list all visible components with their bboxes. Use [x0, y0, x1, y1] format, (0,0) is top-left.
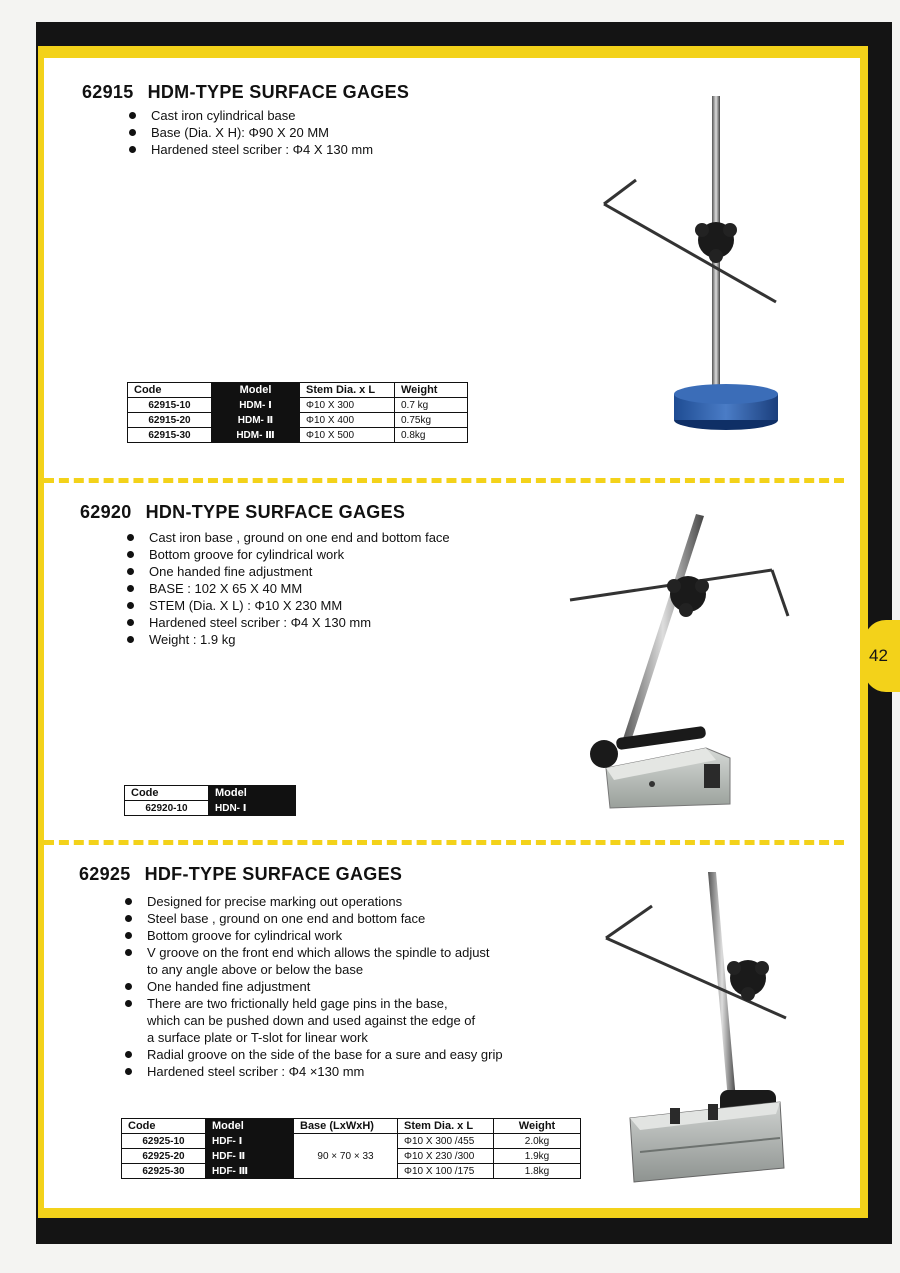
list-item: Steel base , ground on one end and bottom face: [121, 910, 503, 927]
cell-code: 62925-20: [122, 1149, 206, 1164]
section-code: 62915: [82, 82, 134, 102]
section-code: 62920: [80, 502, 132, 522]
section-title-hdm: [82, 82, 409, 103]
list-item: Radial groove on the side of the base for a sure and easy grip: [121, 1046, 503, 1063]
header-code: Code: [128, 383, 212, 398]
list-item: Bottom groove for cylindrical work: [121, 927, 503, 944]
cell-stem: Φ10 X 300 /455: [398, 1134, 494, 1149]
list-item: Bottom groove for cylindrical work: [123, 546, 450, 563]
spec-table-hdm: [127, 382, 468, 443]
cell-weight: 2.0kg: [494, 1134, 581, 1149]
header-code: Code: [125, 786, 209, 801]
list-item: Hardened steel scriber : Φ4 ×130 mm: [121, 1063, 503, 1080]
cell-model: HDF- Ⅲ: [206, 1164, 294, 1179]
list-item: Base (Dia. X H): Φ90 X 20 MM: [125, 124, 373, 141]
cell-code: 62915-10: [128, 398, 212, 413]
spec-table-hdn: [124, 785, 296, 816]
header-stem: Stem Dia. x L: [398, 1119, 494, 1134]
cell-weight: 1.9kg: [494, 1149, 581, 1164]
section-name: HDN-TYPE SURFACE GAGES: [145, 502, 406, 522]
header-weight: Weight: [494, 1119, 581, 1134]
list-item-continuation: which can be pushed down and used against the edge of: [147, 1013, 476, 1028]
table-row: [122, 1134, 581, 1149]
cell-weight: 0.75kg: [395, 413, 468, 428]
cell-code: 62915-20: [128, 413, 212, 428]
cell-model: HDN- Ⅰ: [209, 801, 296, 816]
cell-model: HDF- Ⅰ: [206, 1134, 294, 1149]
cell-stem: Φ10 X 300: [300, 398, 395, 413]
section-code: 62925: [79, 864, 131, 884]
spec-table-hdf: [121, 1118, 581, 1179]
header-weight: Weight: [395, 383, 468, 398]
list-item: BASE : 102 X 65 X 40 MM: [123, 580, 450, 597]
list-item: STEM (Dia. X L) : Φ10 X 230 MM: [123, 597, 450, 614]
cell-code: 62920-10: [125, 801, 209, 816]
section-name: HDF-TYPE SURFACE GAGES: [144, 864, 403, 884]
page-number: 42: [869, 646, 888, 665]
list-item-continuation: a surface plate or T-slot for linear work: [147, 1030, 368, 1045]
feature-list-hdm: [125, 107, 373, 158]
header-code: Code: [122, 1119, 206, 1134]
table-header-row: [128, 383, 468, 398]
cell-code: 62925-10: [122, 1134, 206, 1149]
list-item: Designed for precise marking out operations: [121, 893, 503, 910]
section-title-hdf: [79, 864, 402, 885]
cell-stem: Φ10 X 100 /175: [398, 1164, 494, 1179]
list-item-continuation: to any angle above or below the base: [147, 962, 364, 977]
table-header-row: [122, 1119, 581, 1134]
cell-stem: Φ10 X 230 /300: [398, 1149, 494, 1164]
cell-code: 62915-30: [128, 428, 212, 443]
table-row: [128, 428, 468, 443]
cell-stem: Φ10 X 500: [300, 428, 395, 443]
cell-stem: Φ10 X 400: [300, 413, 395, 428]
list-item: Weight : 1.9 kg: [123, 631, 450, 648]
header-base: Base (LxWxH): [294, 1119, 398, 1134]
header-model: Model: [206, 1119, 294, 1134]
section-divider: [44, 840, 844, 845]
hdf-surface-gage-image: [600, 868, 800, 1192]
cell-weight: 0.7 kg: [395, 398, 468, 413]
cell-weight: 0.8kg: [395, 428, 468, 443]
section-title-hdn: [80, 502, 405, 523]
list-item: Cast iron cylindrical base: [125, 107, 373, 124]
table-row: [128, 413, 468, 428]
feature-list-hdn: [123, 529, 450, 648]
cell-base: 90 × 70 × 33: [294, 1134, 398, 1179]
hdm-surface-gage-image: [590, 90, 790, 450]
table-row: [128, 398, 468, 413]
header-model: Model: [212, 383, 300, 398]
list-item: Hardened steel scriber : Φ4 X 130 mm: [123, 614, 450, 631]
list-item: V groove on the front end which allows the spindle to adjust: [121, 944, 503, 961]
section-name: HDM-TYPE SURFACE GAGES: [147, 82, 410, 102]
cell-model: HDM- Ⅰ: [212, 398, 300, 413]
header-model: Model: [209, 786, 296, 801]
section-divider: [44, 478, 844, 483]
list-item: One handed fine adjustment: [123, 563, 450, 580]
list-item: Cast iron base , ground on one end and bottom face: [123, 529, 450, 546]
list-item: Hardened steel scriber : Φ4 X 130 mm: [125, 141, 373, 158]
table-header-row: [125, 786, 296, 801]
cell-model: HDM- Ⅱ: [212, 413, 300, 428]
list-item: There are two frictionally held gage pins in the base,: [121, 995, 503, 1012]
cell-model: HDF- Ⅱ: [206, 1149, 294, 1164]
table-row: [125, 801, 296, 816]
list-item: One handed fine adjustment: [121, 978, 503, 995]
header-stem: Stem Dia. x L: [300, 383, 395, 398]
feature-list-hdf: [121, 893, 503, 1080]
cell-model: HDM- Ⅲ: [212, 428, 300, 443]
cell-code: 62925-30: [122, 1164, 206, 1179]
hdn-surface-gage-image: [566, 508, 796, 820]
cell-weight: 1.8kg: [494, 1164, 581, 1179]
